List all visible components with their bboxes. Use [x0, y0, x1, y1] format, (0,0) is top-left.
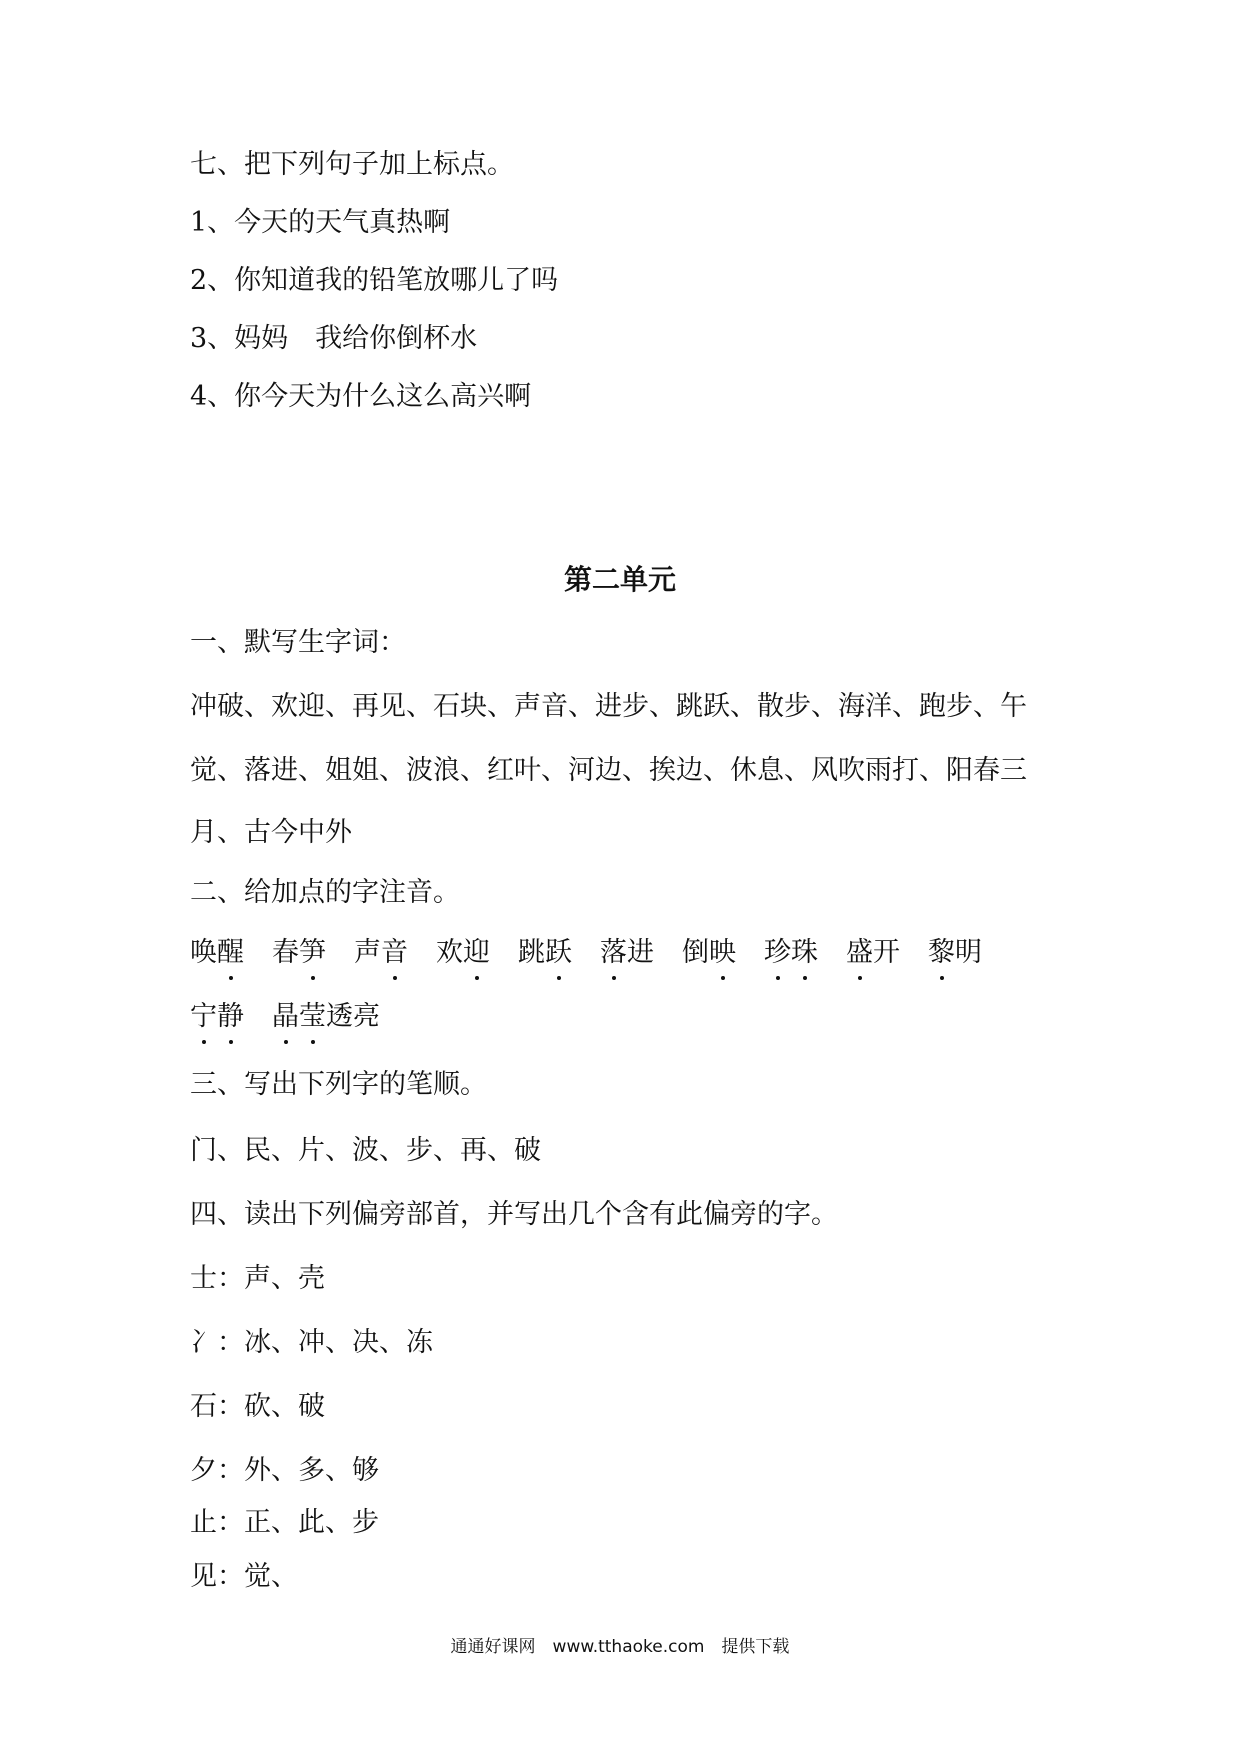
- part1-line-3: 月、古今中外: [190, 817, 352, 848]
- dotted-word: [190, 1000, 244, 1034]
- radical-item-1: 士：声、壳: [190, 1263, 325, 1294]
- plain-char: 春: [272, 937, 299, 968]
- dotted-char: 笋: [299, 937, 326, 968]
- dotted-word: [518, 936, 572, 970]
- section7-item-4: 4、你今天为什么这么高兴啊: [190, 381, 532, 412]
- part2-row-1: [190, 936, 1010, 970]
- part3-chars: 门、民、片、波、步、再、破: [190, 1135, 541, 1166]
- dotted-word: [354, 936, 408, 970]
- dotted-char: 珠: [791, 937, 818, 968]
- part3-heading: 三、写出下列字的笔顺。: [190, 1069, 487, 1100]
- plain-char: 透: [326, 1001, 353, 1032]
- radical-item-2: 冫：冰、冲、决、冻: [190, 1327, 433, 1358]
- part2-heading: 二、给加点的字注音。: [190, 877, 460, 908]
- dotted-word: [436, 936, 490, 970]
- part1-heading: 一、默写生字词：: [190, 627, 406, 658]
- dotted-char: 黎: [928, 937, 955, 968]
- dotted-word: [272, 1000, 380, 1034]
- dotted-char: 醒: [217, 937, 244, 968]
- plain-char: 欢: [436, 937, 463, 968]
- dotted-word: [928, 936, 982, 970]
- dotted-word: [764, 936, 818, 970]
- plain-char: 进: [627, 937, 654, 968]
- plain-char: 开: [873, 937, 900, 968]
- section7-item-3: 3、妈妈 我给你倒杯水: [190, 323, 478, 354]
- dotted-char: 宁: [190, 1001, 217, 1032]
- dotted-char: 盛: [846, 937, 873, 968]
- dotted-word: [600, 936, 654, 970]
- part1-line-2: 觉、落进、姐姐、波浪、红叶、河边、挨边、休息、风吹雨打、阳春三: [190, 755, 1027, 786]
- plain-char: 倒: [682, 937, 709, 968]
- plain-char: 唤: [190, 937, 217, 968]
- dotted-char: 落: [600, 937, 627, 968]
- dotted-word: [272, 936, 326, 970]
- dotted-char: 莹: [299, 1001, 326, 1032]
- dotted-char: 映: [709, 937, 736, 968]
- dotted-char: 迎: [463, 937, 490, 968]
- dotted-char: 跃: [545, 937, 572, 968]
- plain-char: 明: [955, 937, 982, 968]
- footer-credit: 通通好课网 www.tthaoke.com 提供下载: [450, 1637, 790, 1657]
- part4-heading: 四、读出下列偏旁部首，并写出几个含有此偏旁的字。: [190, 1199, 838, 1230]
- dotted-word: [190, 936, 244, 970]
- dotted-word: [846, 936, 900, 970]
- part1-line-1: 冲破、欢迎、再见、石块、声音、进步、跳跃、散步、海洋、跑步、午: [190, 691, 1027, 722]
- plain-char: 声: [354, 937, 381, 968]
- dotted-char: 晶: [272, 1001, 299, 1032]
- radical-item-6: 见：觉、: [190, 1561, 298, 1592]
- section7-item-1: 1、今天的天气真热啊: [190, 207, 451, 238]
- radical-item-4: 夕：外、多、够: [190, 1455, 379, 1486]
- part2-row-2: [190, 1000, 408, 1034]
- plain-char: 亮: [353, 1001, 380, 1032]
- dotted-char: 静: [217, 1001, 244, 1032]
- radical-item-3: 石：砍、破: [190, 1391, 325, 1422]
- section7-item-2: 2、你知道我的铅笔放哪儿了吗: [190, 265, 559, 296]
- section7-heading: 七、把下列句子加上标点。: [190, 149, 514, 180]
- radical-item-5: 止：正、此、步: [190, 1507, 379, 1538]
- dotted-word: [682, 936, 736, 970]
- dotted-char: 音: [381, 937, 408, 968]
- plain-char: 跳: [518, 937, 545, 968]
- dotted-char: 珍: [764, 937, 791, 968]
- unit-title: 第二单元: [563, 563, 676, 596]
